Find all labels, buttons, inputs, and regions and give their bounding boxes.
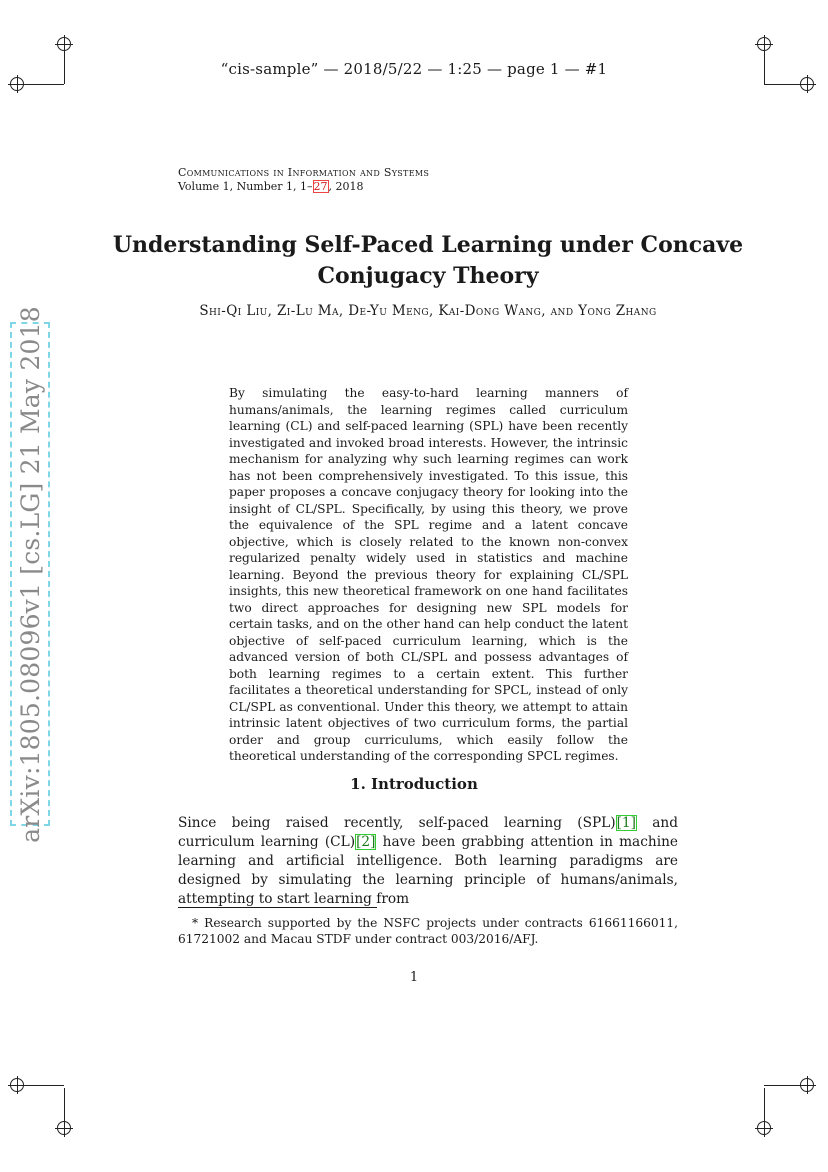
footnote: * Research supported by the NSFC projects under contracts 61661166011, 61721002 and Macau STDF under contract 003/2016/AFJ. [178, 916, 678, 946]
journal-volume [178, 180, 364, 193]
intro-text-part: have been grabbing attention in machine learning and artificial intelligence. Both learning paradigms are designed by simulating the learning principle of humans/animals, attempting to start learning from [178, 834, 678, 907]
journal-volume-prefix: Volume 1, Number 1, 1– [178, 180, 313, 193]
intro-text-part: and curriculum learning (CL) [178, 815, 678, 850]
citation-link-1[interactable]: [1] [616, 815, 636, 831]
page-number: 1 [409, 970, 419, 985]
journal-name: Communications in Information and Systems [178, 166, 430, 179]
arxiv-identifier-text: arXiv:1805.08096v1 [cs.LG] 21 May 2018 [15, 305, 45, 843]
abstract: By simulating the easy-to-hard learning manners of humans/animals, the learning regimes called curriculum learning (CL) and self-paced learning (SPL) have been recently investigated and invoked broad interests. However, the intrinsic mechanism for analyzing why such learning regimes can work has not been comprehensively investigated. To this issue, this paper proposes a concave conjugacy theory for looking into the insight of CL/SPL. Specifically, by using this theory, we prove the equivalence of the SPL regime and a latent concave objective, which is closely related to the known non-convex regularized penalty widely used in statistics and machine learning. Beyond the previous theory for explaining CL/SPL insights, this new theoretical framework on one hand facilitates two direct approaches for designing new SPL models for certain tasks, and on the other hand can help conduct the latent objective of self-paced curriculum learning, which is the advanced version of both CL/SPL and possess advantages of both learning regimes to a certain extent. This further facilitates a theoretical understanding for SPCL, instead of only CL/SPL as conventional. Under this theory, we attempt to attain intrinsic latent objectives of two curriculum forms, the partial order and group curriculums, which easily follow the theoretical understanding of the corresponding SPCL regimes. [229, 386, 628, 763]
citation-link-2[interactable]: [2] [356, 834, 376, 850]
running-head: “cis-sample” — 2018/5/22 — 1:25 — page 1 — #1 [220, 60, 608, 78]
footnote-rule [178, 907, 377, 908]
section-heading: 1. Introduction [350, 775, 478, 793]
intro-text-part: Since being raised recently, self-paced learning (SPL) [178, 815, 616, 831]
paper-title: Understanding Self-Paced Learning under Concave Conjugacy Theory [112, 232, 744, 289]
author-list: Shi-Qi Liu, Zi-Lu Ma, De-Yu Meng, Kai-Dong Wang, and Yong Zhang [199, 303, 657, 319]
journal-volume-suffix: , 2018 [328, 180, 364, 193]
arxiv-identifier-stamp[interactable] [10, 305, 50, 843]
last-page-link[interactable]: 27 [313, 180, 328, 193]
introduction-paragraph [178, 814, 678, 909]
